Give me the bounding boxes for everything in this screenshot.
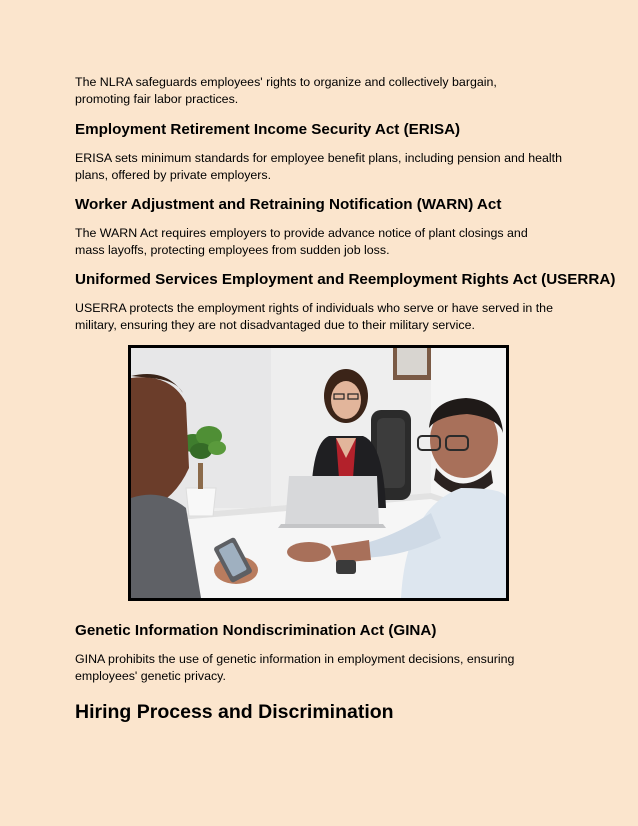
userra-paragraph: USERRA protects the employment rights of individuals who serve or have served in the military, ensuring they are not disadvantaged due to their military service.	[75, 301, 553, 332]
userra-heading: Uniformed Services Employment and Reemployment Rights Act (USERRA)	[75, 271, 616, 288]
erisa-heading: Employment Retirement Income Security Act (ERISA)	[75, 121, 461, 138]
warn-heading: Worker Adjustment and Retraining Notification (WARN) Act	[75, 196, 502, 213]
warn-paragraph: The WARN Act requires employers to provide advance notice of plant closings and mass layoffs, protecting employees from sudden job loss.	[75, 226, 528, 257]
hiring-section-heading: Hiring Process and Discrimination	[75, 701, 394, 723]
gina-heading: Genetic Information Nondiscrimination Act (GINA)	[75, 622, 437, 639]
nlra-paragraph: The NLRA safeguards employees' rights to organize and collectively bargain, promoting fair labor practices.	[75, 75, 497, 106]
office-meeting-photo	[128, 345, 509, 601]
gina-paragraph: GINA prohibits the use of genetic information in employment decisions, ensuring employees' genetic privacy.	[75, 652, 515, 683]
erisa-paragraph: ERISA sets minimum standards for employee benefit plans, including pension and health plans, offered by private employers.	[75, 151, 562, 182]
